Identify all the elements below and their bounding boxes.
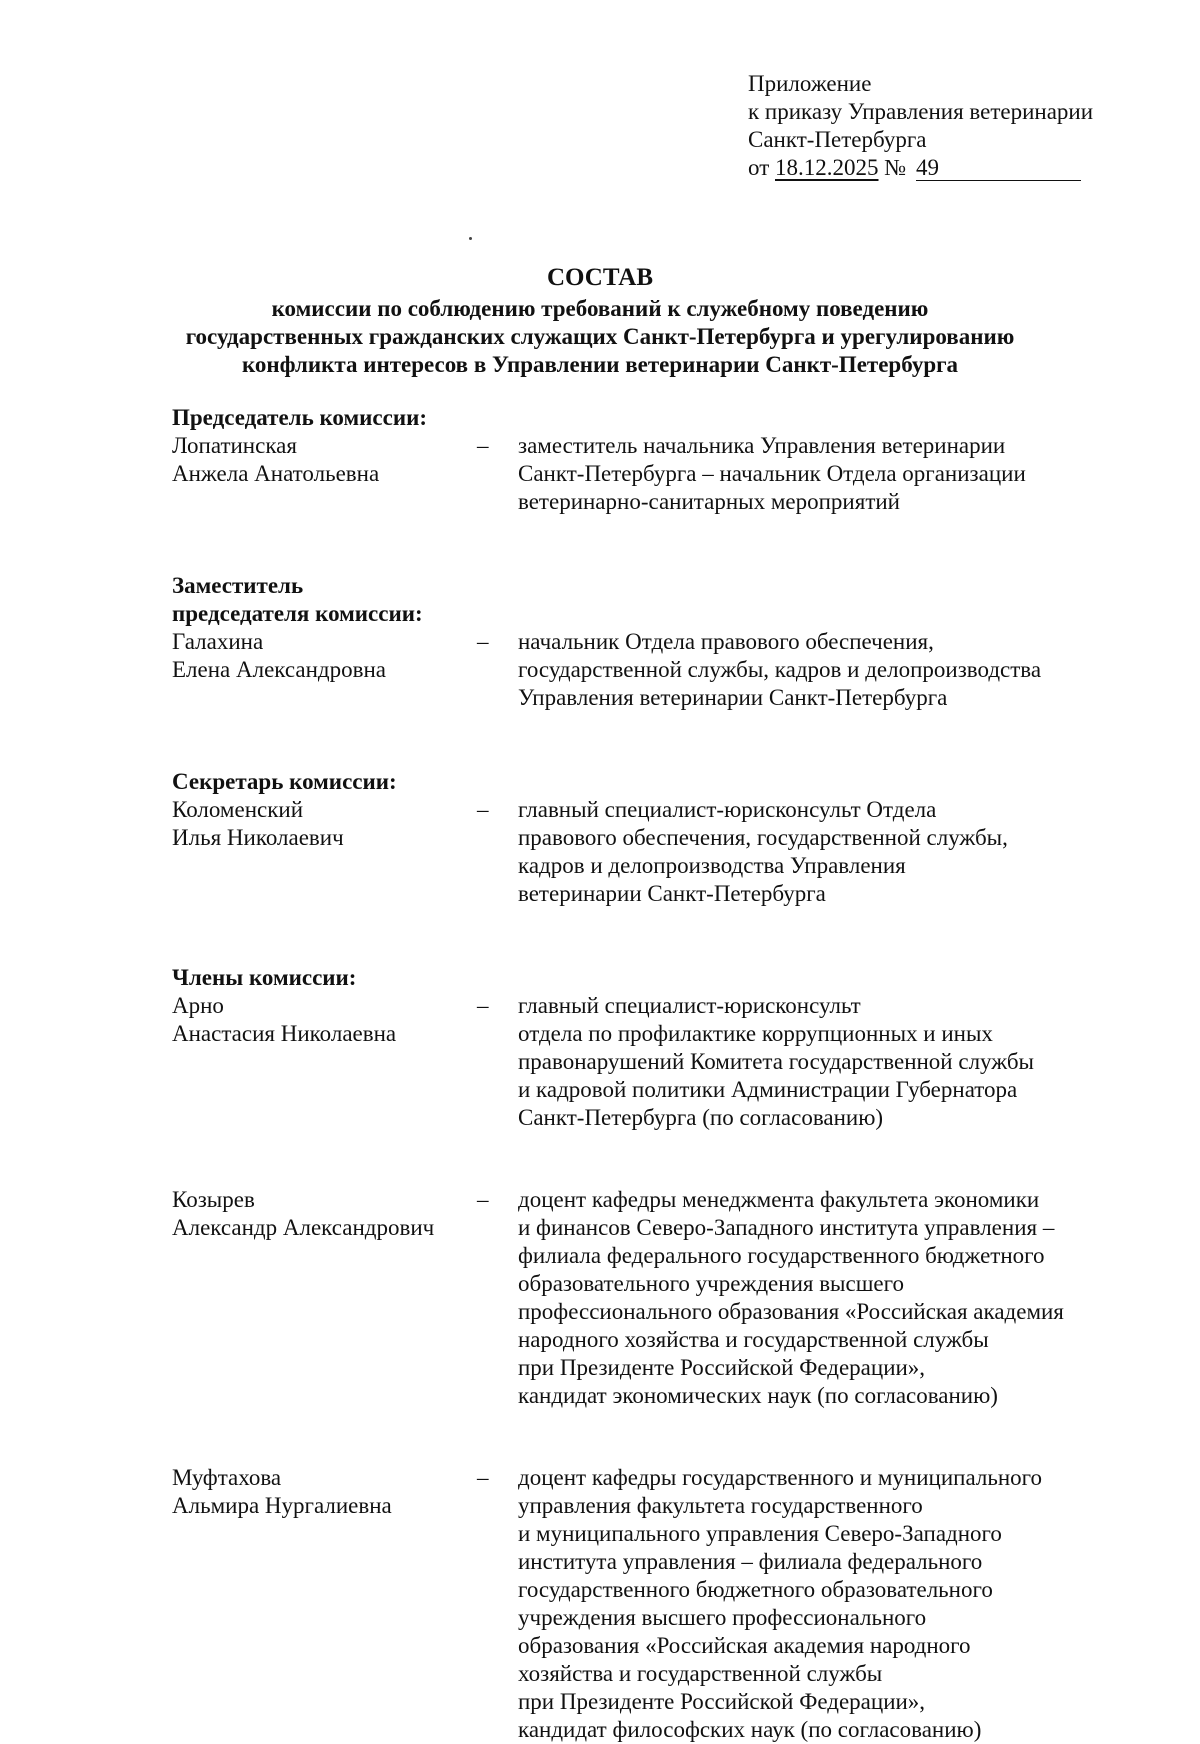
position-line: и финансов Северо-Западного института управления – bbox=[518, 1215, 1055, 1240]
given-name: Александр Александрович bbox=[172, 1215, 435, 1240]
member-entry bbox=[172, 796, 1102, 908]
position-line: государственной службы, кадров и делопроизводства bbox=[518, 657, 1042, 682]
member-position bbox=[518, 796, 1108, 908]
dash: – bbox=[477, 1187, 489, 1212]
scan-speck bbox=[469, 237, 472, 240]
position-line: и кадровой политики Администрации Губернатора bbox=[518, 1077, 1018, 1102]
member-position bbox=[518, 1186, 1108, 1410]
position-line: народного хозяйства и государственной службы bbox=[518, 1327, 989, 1352]
surname: Муфтахова bbox=[172, 1465, 282, 1490]
role-heading-secretary: Секретарь комиссии: bbox=[172, 769, 397, 794]
date-prefix: от bbox=[748, 155, 770, 180]
member-name bbox=[172, 628, 477, 712]
position-line: института управления – филиала федерального bbox=[518, 1549, 983, 1574]
position-line: государственного бюджетного образовательного bbox=[518, 1577, 993, 1602]
position-line: и муниципального управления Северо-Западного bbox=[518, 1521, 1002, 1546]
position-line: доцент кафедры государственного и муниципального bbox=[518, 1465, 1043, 1490]
header-line: Приложение bbox=[748, 71, 872, 96]
member-entry bbox=[172, 992, 1102, 1132]
surname: Коломенский bbox=[172, 797, 304, 822]
surname: Лопатинская bbox=[172, 433, 297, 458]
header-line: к приказу Управления ветеринарии bbox=[748, 99, 1094, 124]
order-number-field bbox=[916, 156, 1081, 181]
surname: Галахина bbox=[172, 629, 264, 654]
position-line: образования «Российская академия народного bbox=[518, 1633, 971, 1658]
member-entry bbox=[172, 432, 1102, 516]
title-main: СОСТАВ bbox=[546, 264, 654, 291]
position-line: Санкт-Петербурга (по согласованию) bbox=[518, 1105, 884, 1130]
position-line: профессионального образования «Российская академия bbox=[518, 1299, 1064, 1324]
dash: – bbox=[477, 993, 489, 1018]
position-line: кандидат философских наук (по согласованию) bbox=[518, 1717, 982, 1742]
member-name bbox=[172, 432, 477, 516]
document-title bbox=[100, 263, 1100, 379]
given-name: Альмира Нургалиевна bbox=[172, 1493, 392, 1518]
position-line: при Президенте Российской Федерации», bbox=[518, 1689, 926, 1714]
position-line: ветеринарно-санитарных мероприятий bbox=[518, 489, 900, 514]
position-line: филиала федерального государственного бюджетного bbox=[518, 1243, 1045, 1268]
position-line: кадров и делопроизводства Управления bbox=[518, 853, 906, 878]
position-line: правонарушений Комитета государственной службы bbox=[518, 1049, 1034, 1074]
given-name: Анастасия Николаевна bbox=[172, 1021, 397, 1046]
given-name: Илья Николаевич bbox=[172, 825, 344, 850]
member-position bbox=[518, 628, 1108, 712]
member-entry bbox=[172, 628, 1102, 712]
member-name bbox=[172, 796, 477, 908]
surname: Арно bbox=[172, 993, 224, 1018]
position-line: правового обеспечения, государственной службы, bbox=[518, 825, 1008, 850]
member-name bbox=[172, 992, 477, 1132]
number-sign: № bbox=[884, 155, 907, 180]
position-line: учреждения высшего профессионального bbox=[518, 1605, 927, 1630]
position-line: Санкт-Петербурга – начальник Отдела организации bbox=[518, 461, 1026, 486]
dash: – bbox=[477, 433, 489, 458]
member-position bbox=[518, 432, 1108, 516]
member-position bbox=[518, 1464, 1108, 1744]
position-line: начальник Отдела правового обеспечения, bbox=[518, 629, 934, 654]
dash: – bbox=[477, 629, 489, 654]
header-line: Санкт-Петербурга bbox=[748, 127, 927, 152]
position-line: главный специалист-юрисконсульт Отдела bbox=[518, 797, 937, 822]
given-name: Елена Александровна bbox=[172, 657, 386, 682]
title-line: государственных гражданских служащих Санкт-Петербурга и урегулированию bbox=[185, 324, 1015, 349]
member-entry bbox=[172, 1464, 1102, 1744]
dash: – bbox=[477, 797, 489, 822]
position-line: Управления ветеринарии Санкт-Петербурга bbox=[518, 685, 948, 710]
given-name: Анжела Анатольевна bbox=[172, 461, 380, 486]
dash: – bbox=[477, 1465, 489, 1490]
commission-composition bbox=[172, 404, 1102, 1744]
role-heading-members: Члены комиссии: bbox=[172, 965, 357, 990]
order-date-line bbox=[748, 154, 1188, 182]
position-line: образовательного учреждения высшего bbox=[518, 1271, 905, 1296]
position-line: хозяйства и государственной службы bbox=[518, 1661, 883, 1686]
position-line: кандидат экономических наук (по согласованию) bbox=[518, 1383, 998, 1408]
member-entry bbox=[172, 1186, 1102, 1410]
order-number: 49 bbox=[915, 155, 939, 180]
position-line: при Президенте Российской Федерации», bbox=[518, 1355, 926, 1380]
position-line: ветеринарии Санкт-Петербурга bbox=[518, 881, 826, 906]
surname: Козырев bbox=[172, 1187, 255, 1212]
title-line: конфликта интересов в Управлении ветеринарии Санкт-Петербурга bbox=[241, 352, 959, 377]
member-name bbox=[172, 1464, 477, 1744]
role-heading-chair: Председатель комиссии: bbox=[172, 405, 427, 430]
title-line: комиссии по соблюдению требований к служебному поведению bbox=[271, 296, 929, 321]
appendix-header bbox=[748, 70, 1188, 182]
role-heading-deputy: Заместитель bbox=[172, 573, 304, 598]
position-line: главный специалист-юрисконсульт bbox=[518, 993, 861, 1018]
position-line: отдела по профилактике коррупционных и иных bbox=[518, 1021, 993, 1046]
role-heading-deputy: председателя комиссии: bbox=[172, 601, 423, 626]
member-position bbox=[518, 992, 1108, 1132]
member-name bbox=[172, 1186, 477, 1410]
position-line: доцент кафедры менеджмента факультета экономики bbox=[518, 1187, 1040, 1212]
position-line: управления факультета государственного bbox=[518, 1493, 923, 1518]
position-line: заместитель начальника Управления ветеринарии bbox=[518, 433, 1006, 458]
order-date: 18.12.2025 bbox=[775, 155, 879, 180]
